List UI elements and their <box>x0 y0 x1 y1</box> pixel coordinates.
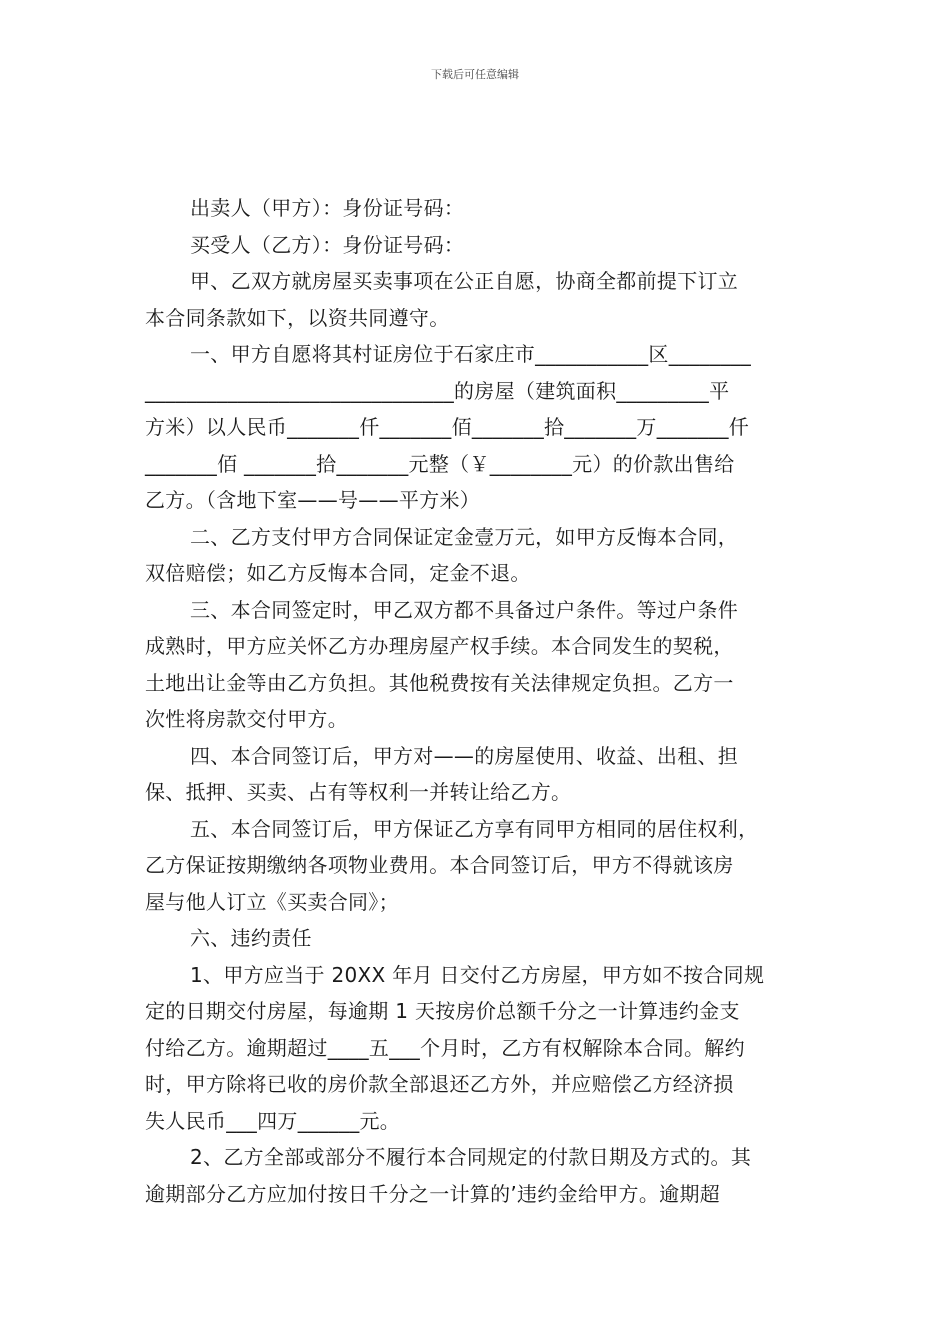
clause-2-line-2: 双倍赔偿；如乙方反悔本合同，定金不退。 <box>145 561 531 585</box>
seller-line: 出卖人（甲方）：身份证号码： <box>190 196 465 220</box>
contract-body <box>145 190 810 1212</box>
clause-1-line-5: 乙方。（含地下室——号——平方米） <box>145 488 481 512</box>
page-header: 下载后可任意编辑 <box>431 68 519 81</box>
clause-1-line-3: 方米）以人民币_______仟_______佰_______拾_______万_______仟 <box>145 415 750 439</box>
clause-6-1-line-3: 付给乙方。逾期超过____五___个月时，乙方有权解除本合同。解约 <box>145 1035 745 1060</box>
clause-6-heading: 六、违约责任 <box>190 926 312 950</box>
clause-2-line-1: 二、乙方支付甲方合同保证定金壹万元，如甲方反悔本合同， <box>190 524 739 549</box>
intro-line-1: 甲、乙双方就房屋买卖事项在公正自愿，协商全都前提下订立 <box>190 269 739 293</box>
clause-6-1-line-2: 定的日期交付房屋，每逾期 1 天按房价总额千分之一计算违约金支 <box>145 999 740 1023</box>
clause-6-1-line-4: 时，甲方除将已收的房价款全部退还乙方外，并应赔偿乙方经济损 <box>145 1072 734 1096</box>
clause-3-line-2: 成熟时，甲方应关怀乙方办理房屋产权手续。本合同发生的契税， <box>145 634 734 658</box>
clause-3-line-3: 土地出让金等由乙方负担。其他税费按有关法律规定负担。乙方一 <box>145 670 734 695</box>
clause-4-line-2: 保、抵押、买卖、占有等权利一并转让给乙方。 <box>145 780 572 804</box>
clause-4-line-1: 四、本合同签订后，甲方对——的房屋使用、收益、出租、担 <box>190 743 739 768</box>
clause-3-line-4: 次性将房款交付甲方。 <box>145 707 348 731</box>
clause-5-line-1: 五、本合同签订后，甲方保证乙方享有同甲方相同的居住权利， <box>190 816 759 841</box>
clause-1-line-1: 一、甲方自愿将其村证房位于石家庄市___________区________ <box>190 342 752 366</box>
clause-6-1-line-1: 1、甲方应当于 20XX 年月 日交付乙方房屋，甲方如不按合同规 <box>190 962 765 987</box>
intro-line-2: 本合同条款如下，以资共同遵守。 <box>145 305 450 330</box>
buyer-line: 买受人（乙方）：身份证号码： <box>190 232 465 257</box>
clause-3-line-1: 三、本合同签定时，甲乙双方都不具备过户条件。等过户条件 <box>190 597 739 622</box>
clause-5-line-3: 屋与他人订立《买卖合同》； <box>145 889 399 914</box>
clause-6-2-line-2: 逾期部分乙方应加付按日千分之一计算的’违约金给甲方。逾期超 <box>145 1181 721 1206</box>
clause-6-1-line-5: 失人民币___四万______元。 <box>145 1108 401 1133</box>
clause-5-line-2: 乙方保证按期缴纳各项物业费用。本合同签订后，甲方不得就该房 <box>145 853 734 877</box>
clause-6-2-line-1: 2、乙方全部或部分不履行本合同规定的付款日期及方式的。其 <box>190 1145 752 1169</box>
clause-1-line-2: ______________________________的房屋（建筑面积_________平 <box>145 378 730 403</box>
clause-1-line-4: _______佰 _______拾_______元整（￥________元）的价款出售给 <box>145 451 735 476</box>
